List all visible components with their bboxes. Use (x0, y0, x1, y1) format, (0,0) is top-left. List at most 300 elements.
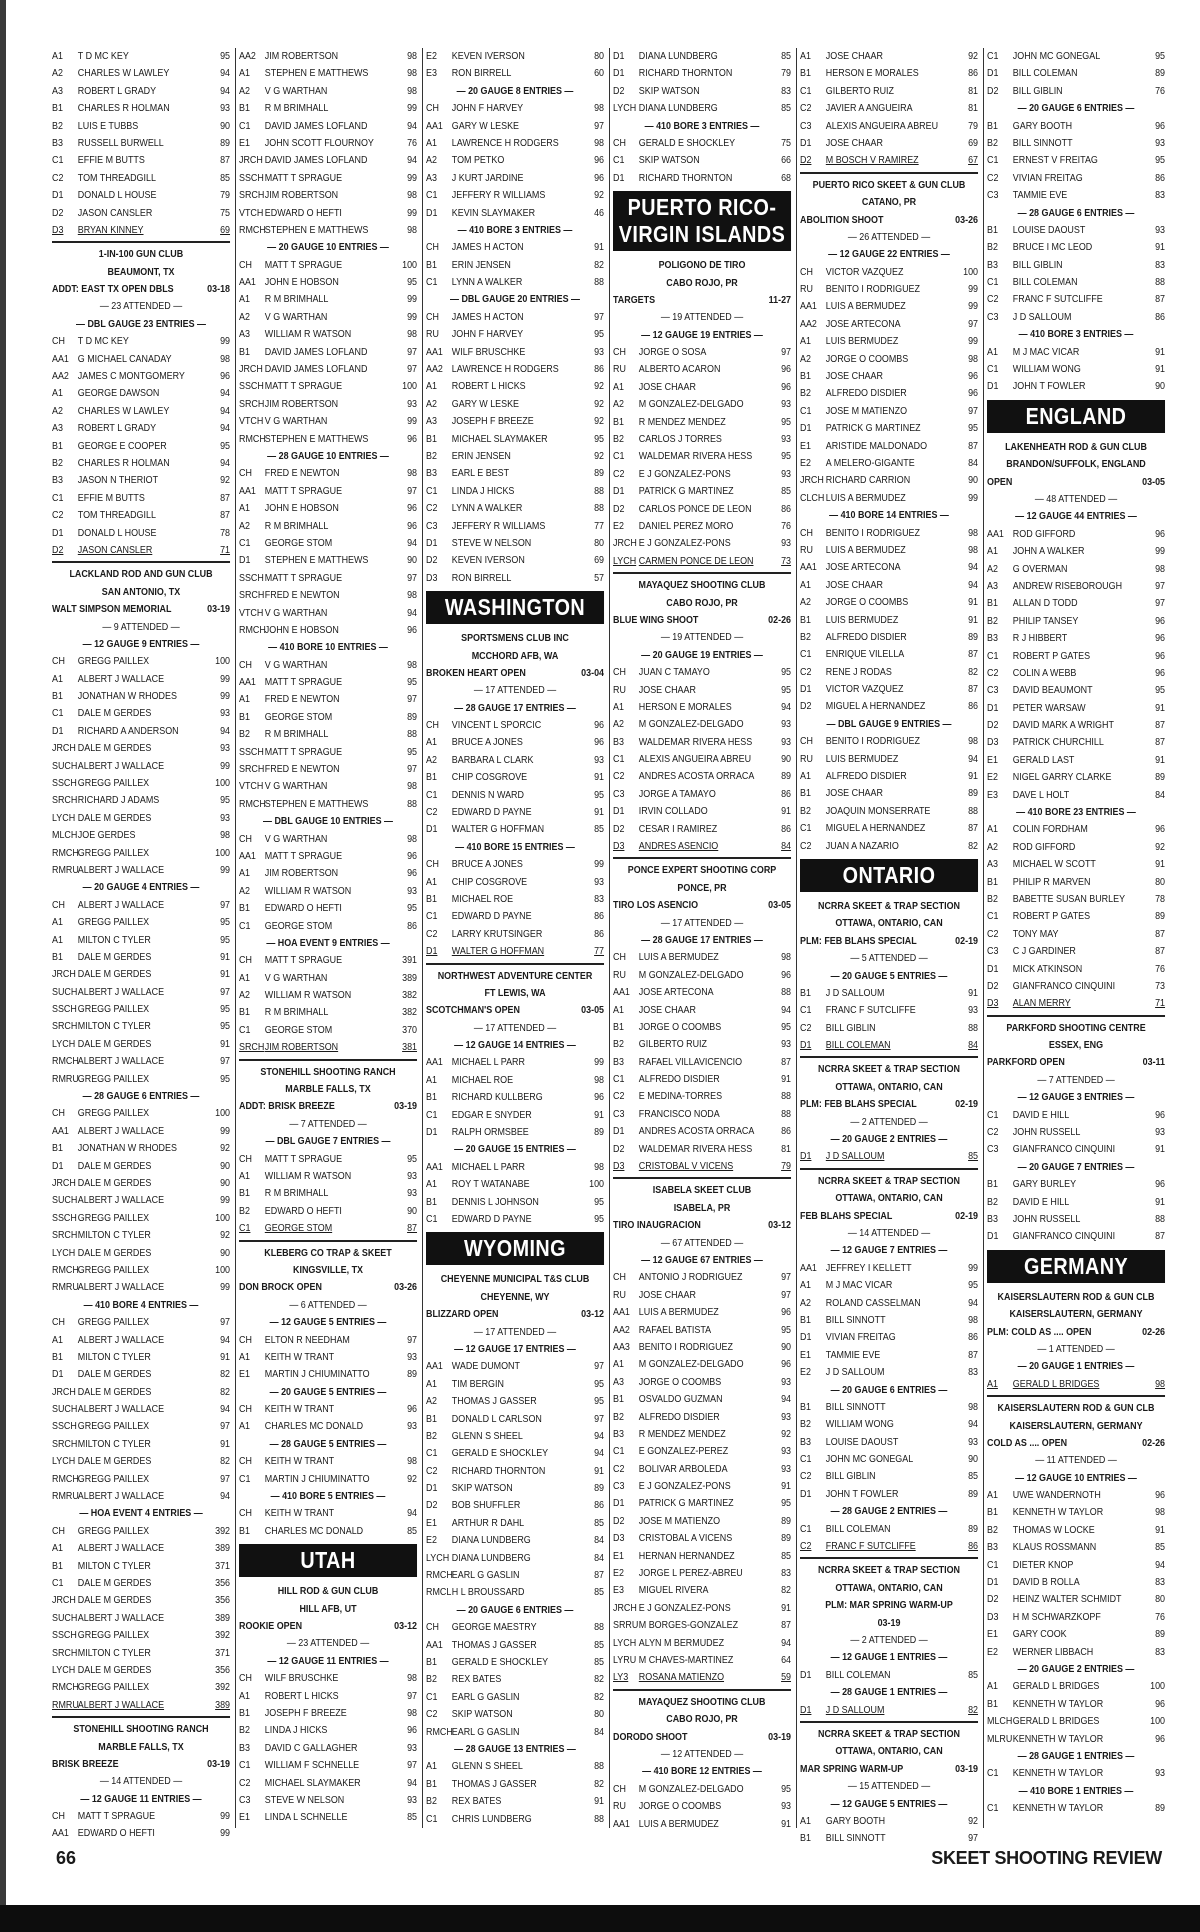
score: 95 (594, 1196, 605, 1208)
shooter-name: JOAQUIN MONSERRATE (825, 805, 931, 817)
class-code: SRCH (239, 398, 265, 410)
score: 93 (407, 1421, 418, 1433)
shooter-name: JAMES H ACTON (451, 311, 524, 323)
result-row (800, 1002, 978, 1019)
shooter-name: KEVEN IVERSON (451, 555, 525, 567)
shooter-name: ALFREDO DISDIER (825, 388, 907, 400)
score: 94 (968, 1297, 979, 1309)
shooter-name: V G WARTHAN (264, 781, 328, 793)
score: 93 (407, 1171, 418, 1182)
score: 87 (1155, 737, 1166, 749)
class-code: B1 (987, 120, 998, 132)
class-code: B1 (426, 1656, 437, 1668)
class-code: B1 (426, 433, 437, 445)
score: 98 (968, 353, 979, 365)
shooter-name: JOSE CHAAR (825, 137, 883, 149)
shooter-name: GARY W LESKE (451, 120, 520, 132)
score: 96 (407, 624, 418, 636)
result-row (800, 646, 978, 663)
result-row (987, 1376, 1165, 1393)
shooter-name: EARL G GASLIN (451, 1691, 520, 1703)
event-name: OPEN (987, 476, 1013, 488)
result-row (426, 1176, 604, 1193)
shooter-name: MIGUEL RIVERA (638, 1585, 709, 1597)
class-code: A1 (987, 1681, 998, 1693)
score: 88 (594, 1622, 605, 1634)
result-row (426, 396, 604, 413)
score: 99 (594, 1057, 605, 1069)
score: 97 (407, 1760, 418, 1772)
score: 98 (407, 781, 418, 793)
class-code: C1 (426, 789, 438, 801)
class-code: A1 (800, 1815, 811, 1827)
score: 93 (968, 1005, 979, 1017)
class-code: E2 (987, 1646, 998, 1658)
score: 91 (594, 1796, 605, 1808)
shooter-name: VICTOR VAZQUEZ (825, 266, 904, 278)
result-row (239, 970, 417, 987)
event-line (800, 933, 978, 950)
result-row (987, 821, 1165, 838)
score: 78 (220, 527, 231, 539)
result-row (52, 1140, 230, 1157)
event-name: ADDT: EAST TX OPEN DBLS (52, 284, 174, 296)
result-row (52, 135, 230, 152)
score: 99 (968, 301, 979, 313)
class-code: A3 (613, 1376, 624, 1388)
shooter-name: LOUISE DAOUST (1012, 224, 1086, 236)
shooter-name: WILLIAM R WATSON (264, 990, 352, 1002)
shooter-name: CARLOS PONCE DE LEON (638, 503, 752, 515)
class-code: B2 (239, 729, 250, 741)
shooter-name: MILTON C TYLER (77, 1021, 151, 1033)
result-row (613, 1287, 791, 1304)
club-heading: BRANDON/SUFFOLK, ENGLAND (1006, 459, 1146, 471)
class-code: LYCH (52, 812, 76, 824)
score: 90 (968, 475, 979, 487)
shooter-name: J D SALLOUM (825, 1704, 885, 1716)
score: 99 (407, 416, 418, 428)
class-code: SUCH (52, 1195, 78, 1207)
score: 99 (220, 1282, 231, 1294)
class-code: B2 (52, 457, 63, 469)
result-row (239, 378, 417, 395)
score: 96 (781, 1307, 792, 1319)
score: 88 (594, 1761, 605, 1773)
event-name: ADDT: BRISK BREEZE (239, 1101, 335, 1113)
class-code: B3 (987, 1542, 998, 1554)
result-row (613, 838, 791, 855)
result-row (239, 1792, 417, 1809)
gauge-division-header: — 20 GAUGE 2 ENTRIES — (830, 1134, 948, 1146)
score: 97 (594, 1361, 605, 1373)
result-row (52, 984, 230, 1001)
score: 93 (594, 876, 605, 888)
score: 76 (1155, 85, 1166, 97)
class-code: B2 (987, 893, 998, 905)
page-number: 66 (56, 1848, 77, 1868)
result-row (426, 1776, 604, 1793)
result-row (800, 1399, 978, 1416)
class-code: C1 (800, 649, 812, 661)
shooter-name: EDWARD O HEFTI (264, 903, 342, 915)
section-divider (800, 172, 978, 174)
class-code: D1 (426, 946, 438, 958)
result-row (52, 705, 230, 722)
result-row (800, 1295, 978, 1312)
shooter-name: KLAUS ROSSMANN (1012, 1542, 1097, 1554)
event-date: 03-18 (207, 284, 231, 296)
result-row (987, 1141, 1165, 1158)
club-heading: OTTAWA, ONTARIO, CAN (835, 1582, 943, 1594)
shooter-name: MICHAEL W SCOTT (1012, 859, 1096, 871)
class-code: D3 (426, 572, 438, 584)
score: 356 (215, 1595, 231, 1607)
score: 93 (220, 812, 231, 824)
class-code: C1 (426, 1214, 438, 1225)
result-row (52, 1123, 230, 1140)
event-line (239, 1098, 417, 1115)
shooter-name: EDWARD O HEFTI (264, 1205, 342, 1217)
result-row (426, 378, 604, 395)
result-row (613, 501, 791, 518)
score: 95 (220, 934, 231, 946)
shooter-name: MATT T SPRAGUE (264, 677, 343, 689)
class-code: B1 (613, 1021, 624, 1033)
shooter-name: GLENN S SHEEL (451, 1761, 523, 1773)
gauge-division-header: — 410 BORE 3 ENTRIES — (457, 224, 573, 236)
class-code: MLCH (52, 830, 78, 842)
class-code: B1 (613, 416, 624, 428)
result-row (239, 744, 417, 761)
event-date: 03-05 (581, 1005, 605, 1017)
score: 88 (968, 805, 979, 817)
score: 97 (407, 764, 418, 776)
shooter-name: ROBERT P GATES (1012, 911, 1091, 923)
score: 84 (1155, 789, 1166, 801)
class-code: D2 (52, 207, 64, 219)
shooter-name: V G WARTHAN (264, 972, 328, 984)
shooter-name: BILL GIBLIN (825, 1471, 876, 1483)
shooter-name: MATT T SPRAGUE (264, 955, 343, 967)
class-code: SSCH (239, 172, 264, 184)
event-line (800, 1208, 978, 1225)
class-code: C3 (987, 946, 999, 958)
score: 91 (594, 772, 605, 784)
shooter-name: JORGE O COOMBS (825, 597, 909, 609)
class-code: C1 (52, 1577, 64, 1589)
class-code: RMCH (426, 1726, 453, 1738)
shooter-name: M GONZALEZ-DELGADO (638, 1783, 744, 1795)
result-row (52, 1036, 230, 1053)
class-code: A2 (239, 85, 250, 97)
result-row (987, 48, 1165, 65)
score: 91 (781, 1481, 792, 1493)
class-code: RMCH (52, 1056, 79, 1068)
result-row (239, 274, 417, 291)
club-heading: NCRRA SKEET & TRAP SECTION (818, 1565, 961, 1577)
class-code: C1 (239, 120, 251, 132)
shooter-name: THOMAS J GASSER (451, 1639, 537, 1651)
class-code: D1 (52, 725, 64, 737)
score: 91 (594, 1109, 605, 1121)
class-code: C2 (800, 666, 812, 678)
shooter-name: BILL GIBLIN (825, 1022, 876, 1034)
results-column-6 (987, 48, 1165, 1828)
score: 391 (402, 955, 418, 967)
score: 98 (407, 329, 418, 341)
score: 93 (781, 1446, 792, 1458)
shooter-name: RICHARD THORNTON (451, 1465, 546, 1477)
shooter-name: WILF BRUSCHKE (451, 346, 526, 358)
class-code: C1 (52, 492, 64, 504)
attendance-line: — 7 ATTENDED — (1037, 1074, 1115, 1086)
result-row (613, 699, 791, 716)
result-row (426, 309, 604, 326)
class-code: AA1 (426, 1161, 443, 1173)
class-code: AA1 (239, 485, 256, 497)
club-heading: MAYAQUEZ SHOOTING CLUB (638, 580, 766, 592)
score: 94 (781, 1004, 792, 1016)
result-row (426, 1211, 604, 1228)
class-code: B1 (426, 1092, 437, 1104)
shooter-name: PATRICK CHURCHILL (1012, 737, 1104, 749)
score: 97 (407, 485, 418, 497)
result-row (52, 1697, 230, 1714)
class-code: CH (613, 347, 626, 359)
result-row (239, 1401, 417, 1418)
gauge-division-header: — 28 GAUGE 13 ENTRIES — (454, 1743, 576, 1755)
shooter-name: M BOSCH V RAMIREZ (825, 155, 919, 167)
shooter-name: BENITO I RODRIGUEZ (825, 527, 920, 539)
score: 97 (968, 318, 979, 330)
result-row (613, 431, 791, 448)
event-line (987, 1324, 1165, 1341)
score: 83 (1155, 259, 1166, 271)
result-row (52, 1210, 230, 1227)
shooter-name: BRYAN KINNEY (77, 224, 144, 236)
class-code: C3 (613, 1481, 625, 1493)
result-row (426, 1584, 604, 1601)
result-row (987, 961, 1165, 978)
shooter-name: R MENDEZ MENDEZ (638, 1428, 726, 1440)
class-code: JRCH (239, 155, 263, 167)
shooter-name: GREGG PAILLEX (77, 1525, 150, 1537)
result-row (800, 65, 978, 82)
class-code: C3 (987, 190, 999, 202)
shooter-name: J D SALLOUM (825, 987, 885, 999)
result-row (426, 518, 604, 535)
shooter-name: RICHARD A ANDERSON (77, 725, 179, 737)
gauge-division-header: — 28 GAUGE 5 ENTRIES — (269, 1438, 387, 1450)
result-row (52, 688, 230, 705)
score: 75 (781, 137, 792, 149)
class-code: B2 (239, 1205, 250, 1217)
score: 88 (407, 798, 418, 810)
shooter-name: GLENN S SHEEL (451, 1430, 523, 1442)
shooter-name: JOHN MC GONEGAL (825, 1454, 914, 1466)
class-code: A1 (613, 701, 624, 713)
result-row (613, 803, 791, 820)
shooter-name: CHARLES MC DONALD (264, 1525, 364, 1537)
shooter-name: MATT T SPRAGUE (264, 172, 343, 184)
class-code: B1 (987, 1507, 998, 1519)
shooter-name: GREGG PAILLEX (77, 1073, 150, 1085)
club-heading: ISABELA, PR (673, 1202, 731, 1214)
shooter-name: ALBERT J WALLACE (77, 1543, 165, 1555)
result-row (426, 752, 604, 769)
class-code: RU (613, 364, 626, 376)
attendance-line: — 17 ATTENDED — (660, 917, 744, 929)
class-code: B2 (426, 1430, 437, 1442)
result-row (613, 1088, 791, 1105)
result-row (52, 1808, 230, 1825)
shooter-name: GREGG PAILLEX (77, 1212, 150, 1224)
shooter-name: BILL COLEMAN (1012, 277, 1078, 289)
shooter-name: ALBERT J WALLACE (77, 864, 165, 876)
event-line (987, 474, 1165, 491)
gauge-division-header: — HOA EVENT 9 ENTRIES — (266, 937, 390, 949)
score: 94 (594, 1448, 605, 1460)
class-code: C2 (52, 510, 64, 522)
class-code: E2 (613, 1568, 624, 1580)
score: 88 (781, 1108, 792, 1120)
score: 99 (968, 284, 979, 296)
shooter-name: DAVID BEAUMONT (1012, 685, 1093, 697)
shooter-name: DALE M GERDES (77, 1577, 152, 1589)
club-heading: LACKLAND ROD AND GUN CLUB (69, 569, 213, 581)
score: 75 (220, 207, 231, 219)
class-code: B2 (613, 434, 624, 446)
score: 91 (220, 951, 231, 963)
result-row (52, 1453, 230, 1470)
result-row (239, 726, 417, 743)
section-divider (800, 1168, 978, 1170)
event-line (239, 1618, 417, 1635)
result-row (800, 152, 978, 169)
gauge-division-header: — 20 GAUGE 1 ENTRIES — (1017, 1361, 1135, 1373)
score: 371 (215, 1560, 231, 1572)
class-code: D2 (52, 544, 64, 556)
class-code: C2 (800, 1471, 812, 1483)
class-code: C2 (426, 928, 438, 940)
class-code: B2 (426, 1674, 437, 1686)
event-line (613, 292, 791, 309)
result-row (52, 1418, 230, 1435)
shooter-name: DALE M GERDES (77, 1178, 152, 1189)
score: 93 (781, 538, 792, 550)
result-row (987, 1609, 1165, 1626)
class-code: B1 (239, 346, 250, 358)
class-code: A1 (613, 1004, 624, 1016)
result-row (800, 135, 978, 152)
club-heading: PONCE EXPERT SHOOTING CORP (627, 865, 777, 877)
score: 98 (407, 468, 418, 480)
score: 94 (781, 1637, 792, 1649)
results-column-3 (426, 48, 604, 1828)
score: 100 (963, 266, 979, 278)
event-date: 02-26 (1142, 1437, 1166, 1449)
shooter-name: JORGE O COOMBS (638, 1021, 722, 1033)
shooter-name: WILF BRUSCHKE (264, 1673, 339, 1685)
result-row (52, 758, 230, 775)
score: 89 (594, 468, 605, 480)
shooter-name: WILLIAM F SCHNELLE (264, 1760, 360, 1772)
result-row (239, 518, 417, 535)
score: 93 (407, 1351, 418, 1363)
shooter-name: GARY BOOTH (1012, 120, 1073, 132)
shooter-name: CHARLES W LAWLEY (77, 405, 170, 417)
result-row (52, 1610, 230, 1627)
class-code: B1 (52, 1143, 63, 1155)
result-row (987, 1211, 1165, 1228)
results-column-2 (239, 48, 417, 1828)
shooter-name: ALBERT J WALLACE (77, 1282, 165, 1294)
class-code: AA3 (613, 1341, 630, 1353)
shooter-name: MICHAEL L PARR (451, 1057, 525, 1069)
class-code: A1 (426, 1761, 437, 1773)
result-row (426, 1376, 604, 1393)
shooter-name: V G WARTHAN (264, 85, 328, 97)
class-code: AA1 (52, 1828, 69, 1840)
class-code: C1 (426, 1813, 438, 1825)
column-rule (422, 48, 423, 1828)
class-code: AA2 (239, 51, 256, 62)
result-row (426, 48, 604, 65)
result-row (239, 413, 417, 430)
shooter-name: KEITH W TRANT (264, 1456, 335, 1468)
class-code: CH (239, 259, 252, 271)
score: 82 (968, 840, 979, 852)
class-code: A2 (239, 520, 250, 532)
shooter-name: ARISTIDE MALDONADO (825, 440, 928, 452)
result-row (52, 949, 230, 966)
shooter-name: JOSE CHAAR (638, 1289, 696, 1301)
result-row (613, 1054, 791, 1071)
class-code: RU (613, 969, 626, 981)
class-code: E2 (800, 1367, 811, 1379)
score: 85 (594, 1656, 605, 1668)
score: 85 (594, 1639, 605, 1651)
class-code: RU (800, 753, 813, 765)
result-row (52, 438, 230, 455)
result-row (800, 1830, 978, 1847)
class-code: D1 (613, 486, 625, 498)
result-row (426, 1497, 604, 1514)
result-row (239, 257, 417, 274)
class-code: SRCH (52, 1438, 78, 1450)
shooter-name: ROBERT P GATES (1012, 650, 1091, 662)
shooter-name: JORGE O SOSA (638, 347, 707, 359)
class-code: E3 (613, 1585, 624, 1597)
result-row (52, 1366, 230, 1383)
shooter-name: CHRIS LUNDBERG (451, 1813, 532, 1825)
class-code: E1 (239, 1369, 250, 1381)
score: 92 (220, 1143, 231, 1155)
gauge-division-header: — 28 GAUGE 1 ENTRIES — (1017, 1750, 1135, 1762)
score: 93 (1155, 1127, 1166, 1139)
result-row (239, 1688, 417, 1705)
shooter-name: JOSE ARTECONA (825, 562, 901, 574)
result-row (613, 396, 791, 413)
class-code: E1 (800, 1349, 811, 1361)
shooter-name: H M SCHWARZKOPF (1012, 1611, 1101, 1623)
result-row (52, 1592, 230, 1609)
score: 93 (781, 1801, 792, 1813)
shooter-name: BABETTE SUSAN BURLEY (1012, 893, 1126, 905)
class-code: C1 (426, 911, 438, 923)
score: 98 (407, 659, 418, 671)
